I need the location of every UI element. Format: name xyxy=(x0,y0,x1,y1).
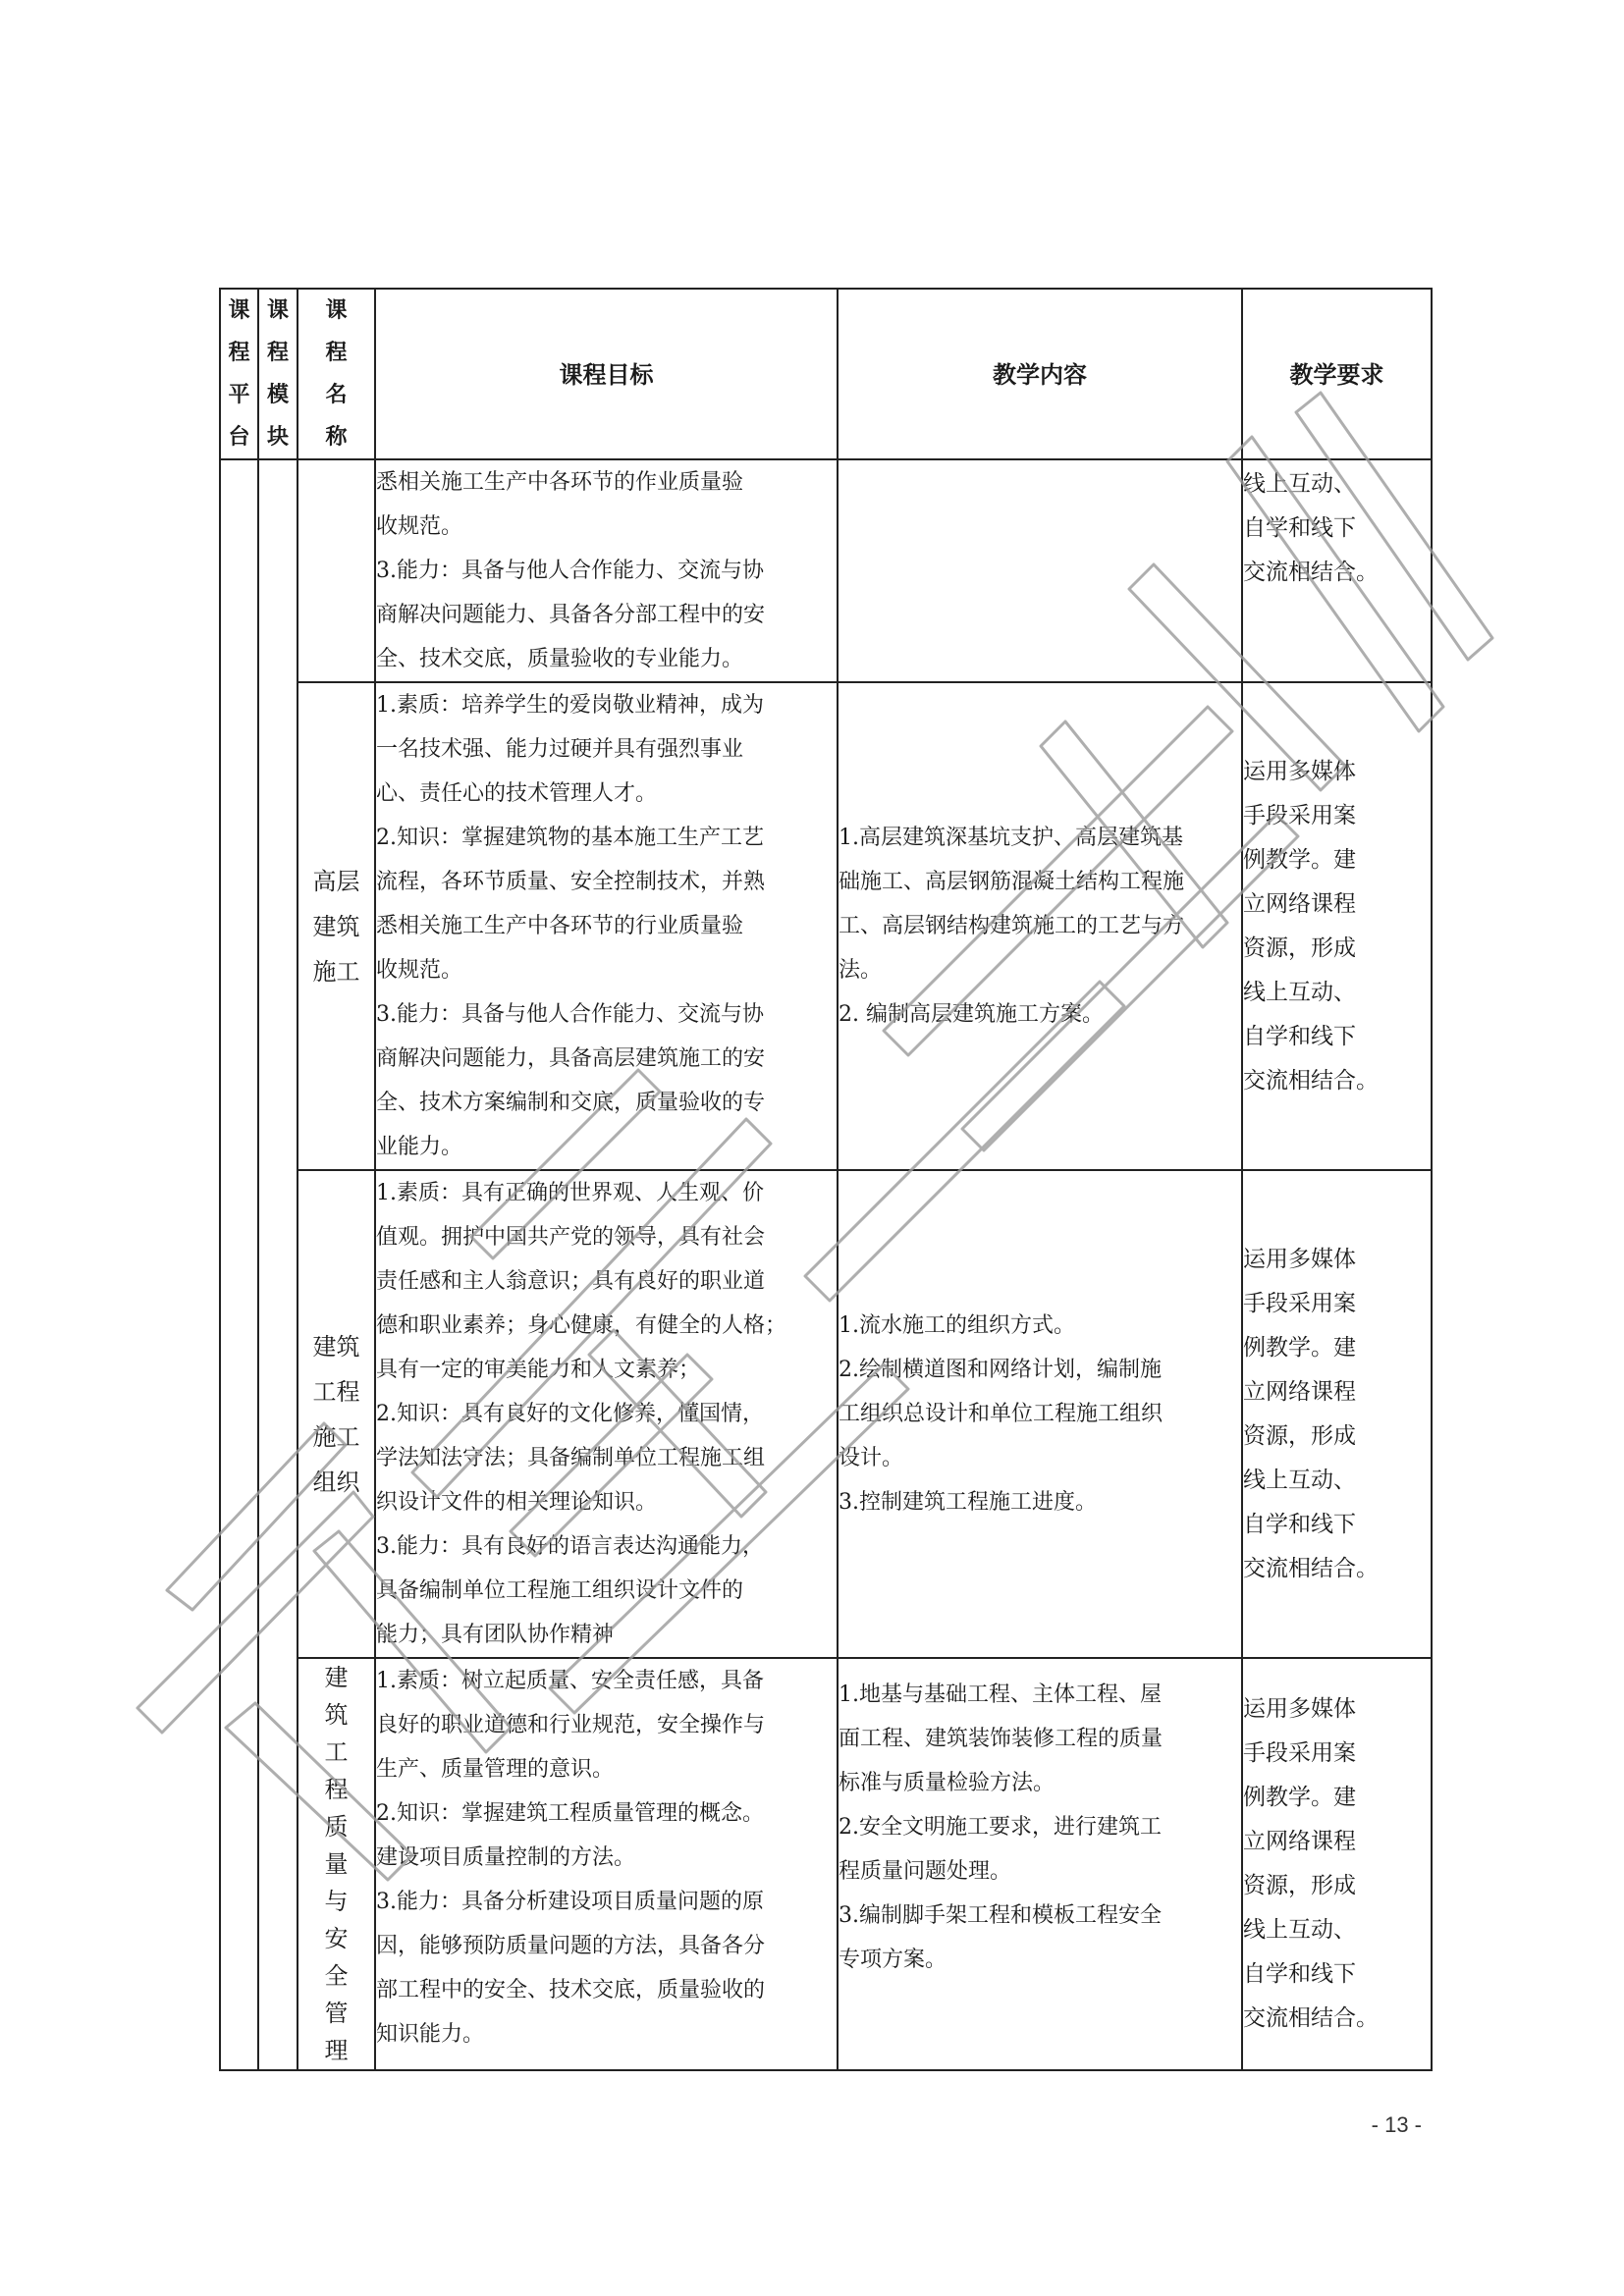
header-teaching-content: 教学内容 xyxy=(838,289,1242,459)
table-row xyxy=(220,682,1432,1170)
teaching-requirements-cell: 线上互动、 自学和线下 交流相结合。 xyxy=(1242,459,1432,682)
header-course-goals: 课程目标 xyxy=(375,289,838,459)
header-course-module: 课 程 模 块 xyxy=(258,289,298,459)
course-module-cell xyxy=(258,459,298,2070)
teaching-content-cell: 1.高层建筑深基坑支护、高层建筑基 础施工、高层钢筋混凝土结构工程施 工、高层钢结构建筑施工的工艺与方 法。 2. 编制高层建筑施工方案。 xyxy=(838,682,1242,1170)
teaching-requirements-cell: 运用多媒体 手段采用案 例教学。建 立网络课程 资源，形成 线上互动、 自学和线下 交流相结合。 xyxy=(1242,1170,1432,1658)
teaching-requirements-cell: 运用多媒体 手段采用案 例教学。建 立网络课程 资源，形成 线上互动、 自学和线下 交流相结合。 xyxy=(1242,1658,1432,2070)
table-header-row xyxy=(220,289,1432,459)
course-goals-cell: 1.素质：培养学生的爱岗敬业精神，成为 一名技术强、能力过硬并具有强烈事业 心、责任心的技术管理人才。 2.知识：掌握建筑物的基本施工生产工艺 流程，各环节质量、安全控制技术，并熟 悉相关施工生产中各环节的行业质量验 收规范。 3.能力：具备与他人合作能力、交流与协 商解决问题能力，具备高层建筑施工的安 全、技术方案编制和交底，质量验收的专 业能力。 xyxy=(375,682,838,1170)
curriculum-table xyxy=(219,288,1433,2071)
course-goals-cell: 1.素质：具有正确的世界观、人生观、价 值观。拥护中国共产党的领导，具有社会 责任感和主人翁意识；具有良好的职业道 德和职业素养；身心健康，有健全的人格； 具有一定的审美能力和人文素养； 2.知识：具有良好的文化修养，懂国情， 学法知法守法；具备编制单位工程施工组 织设计文件的相关理论知识。 3.能力：具有良好的语言表达沟通能力， 具备编制单位工程施工组织设计文件的 能力；具有团队协作精神 xyxy=(375,1170,838,1658)
table-row xyxy=(220,459,1432,682)
header-course-platform: 课 程 平 台 xyxy=(220,289,258,459)
course-platform-cell xyxy=(220,459,258,2070)
course-goals-cell: 悉相关施工生产中各环节的作业质量验 收规范。 3.能力：具备与他人合作能力、交流与协 商解决问题能力、具备各分部工程中的安 全、技术交底，质量验收的专业能力。 xyxy=(375,459,838,682)
page-number: - 13 - xyxy=(1371,2112,1422,2137)
course-name-cell xyxy=(298,459,375,682)
table-row xyxy=(220,1658,1432,2070)
teaching-content-cell: 1.地基与基础工程、主体工程、屋 面工程、建筑装饰装修工程的质量 标准与质量检验方法。 2.安全文明施工要求，进行建筑工 程质量问题处理。 3.编制脚手架工程和模板工程安全 专项方案。 xyxy=(838,1658,1242,2070)
table-row xyxy=(220,1170,1432,1658)
course-name-cell: 高层 建筑 施工 xyxy=(298,682,375,1170)
teaching-content-cell: 1.流水施工的组织方式。 2.绘制横道图和网络计划，编制施 工组织总设计和单位工程施工组织 设计。 3.控制建筑工程施工进度。 xyxy=(838,1170,1242,1658)
teaching-requirements-cell: 运用多媒体 手段采用案 例教学。建 立网络课程 资源，形成 线上互动、 自学和线下 交流相结合。 xyxy=(1242,682,1432,1170)
header-course-name: 课 程 名 称 xyxy=(298,289,375,459)
teaching-content-cell xyxy=(838,459,1242,682)
course-name-cell: 建 筑 工 程 质 量 与 安 全 管 理 xyxy=(298,1658,375,2070)
header-teaching-requirements: 教学要求 xyxy=(1242,289,1432,459)
course-goals-cell: 1.素质：树立起质量、安全责任感，具备 良好的职业道德和行业规范，安全操作与 生产、质量管理的意识。 2.知识：掌握建筑工程质量管理的概念。 建设项目质量控制的方法。 3.能力：具备分析建设项目质量问题的原 因，能够预防质量问题的方法，具备各分 部工程中的安全、技术交底，质量验收的 知识能力。 xyxy=(375,1658,838,2070)
course-name-cell: 建筑 工程 施工 组织 xyxy=(298,1170,375,1658)
